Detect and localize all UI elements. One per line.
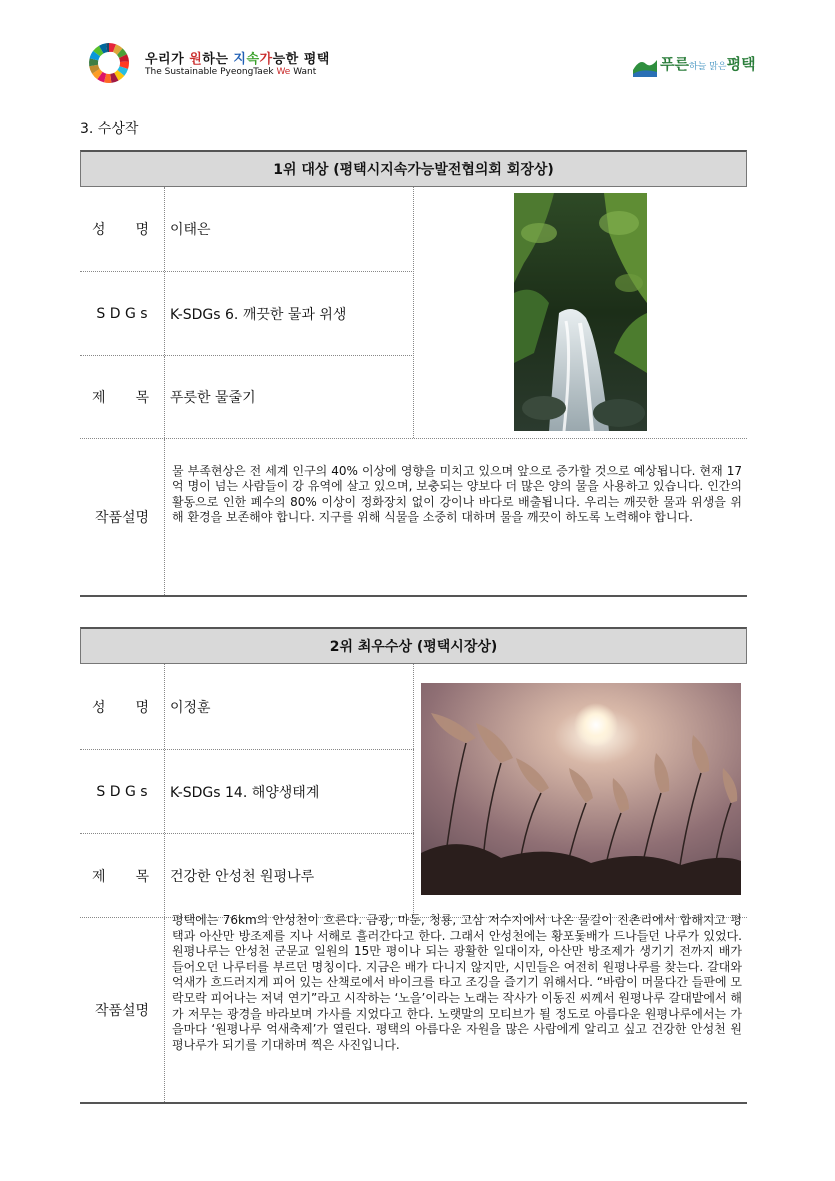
description-text: 물 부족현상은 전 세계 인구의 40% 이상에 영향을 미치고 있으며 앞으로 증가할 것으로 예상됩니다. 현재 17억 명이 넘는 사람들이 강 유역에 살고 있으며, 보충되는 양보다 더 많은 양의 물을 사용하고 있습니다. 인간의 활동으로 인한 폐수의 80% 이상이 정화장치 없이 강이나 바다로 배출됩니다. 우리는 깨끗한 물과 위생을 위해 환경을 보존해야 합니다. 지구를 위해 식물을 소중히 대하며 물을 깨끗이 하도록 노력해야 합니다. <box>172 464 742 525</box>
page-header <box>0 0 835 100</box>
sdgs-label: S D G s <box>80 750 165 833</box>
description-label: 작품설명 <box>80 439 165 595</box>
brand-slogan-korean: 우리가 원하는 지속가능한 평택 <box>145 52 330 67</box>
name-label: 성 명 <box>80 664 165 749</box>
award-table-1 <box>80 150 747 598</box>
sdgs-value: K-SDGs 6. 깨끗한 물과 위생 <box>170 306 347 323</box>
sdgs-value: K-SDGs 14. 해양생태계 <box>170 784 320 801</box>
brand-slogan-english: The Sustainable PyeongTaek We Want <box>145 67 317 77</box>
reeds-sunset-photo <box>421 683 741 895</box>
sdgs-label: S D G s <box>80 272 165 355</box>
section-title: 3. 수상작 <box>80 121 139 137</box>
title-value: 푸릇한 물줄기 <box>170 390 256 406</box>
photo-cell <box>413 664 747 917</box>
name-value: 이정훈 <box>170 699 211 716</box>
city-mountain-icon <box>632 50 658 78</box>
description-text: 평택에는 76km의 안성천이 흐른다. 금광, 마둔, 청룡, 고삼 저수지에서 나온 물길이 진촌리에서 합해지고 평택과 아산만 방조제를 지나 서해로 흘러간다고 한다. 그래서 안성천에는 황포돛배가 드나들던 나루가 있었다. 원평나루는 안성천 군문교 일원의 15만 평이나 되는 광활한 일대이자, 아산만 방조제가 생기기 전까지 배가 들어오던 나루터를 부르던 명칭이다. 지금은 배가 다니지 않지만, 시민들은 여전히 원평나루를 찾는다. 갈대와 억새가 흐드러지게 피어 있는 산책로에서 바이크를 타고 조깅을 즐기기 위해서다. “바람이 머물다간 들판에 모락모락 피어나는 저녁 연기”라고 시작하는 ‘노을’이라는 노래는 작사가 이동진 씨께서 원평나루 갈대밭에서 해가 저무는 광경을 바라보며 가사를 지었다고 한다. 노랫말의 모티브가 될 정도로 아름다운 원평나루에서는 가을마다 ‘원평나루 억새축제’가 열린다. 평택의 아름다운 자원을 많은 사람에게 알리고 싶고 건강한 안성천 원평나루가 되기를 기대하며 찍은 사진입니다. <box>172 913 742 1052</box>
name-value: 이태은 <box>170 222 211 238</box>
description-label: 작품설명 <box>80 918 165 1102</box>
award-heading: 1위 대상 (평택시지속가능발전협의회 회장상) <box>80 150 747 187</box>
sdg-wheel-logo <box>88 42 130 84</box>
pyeongtaek-city-logo <box>632 50 756 80</box>
title-label: 제 목 <box>80 356 165 438</box>
award-table-2 <box>80 627 747 1107</box>
waterfall-photo <box>514 193 647 431</box>
photo-cell <box>413 187 747 438</box>
city-logo-text: 푸른하늘 맑은평택 <box>660 55 756 73</box>
name-label: 성 명 <box>80 187 165 271</box>
award-heading: 2위 최우수상 (평택시장상) <box>80 627 747 664</box>
title-value: 건강한 안성천 원평나루 <box>170 868 315 885</box>
title-label: 제 목 <box>80 834 165 917</box>
